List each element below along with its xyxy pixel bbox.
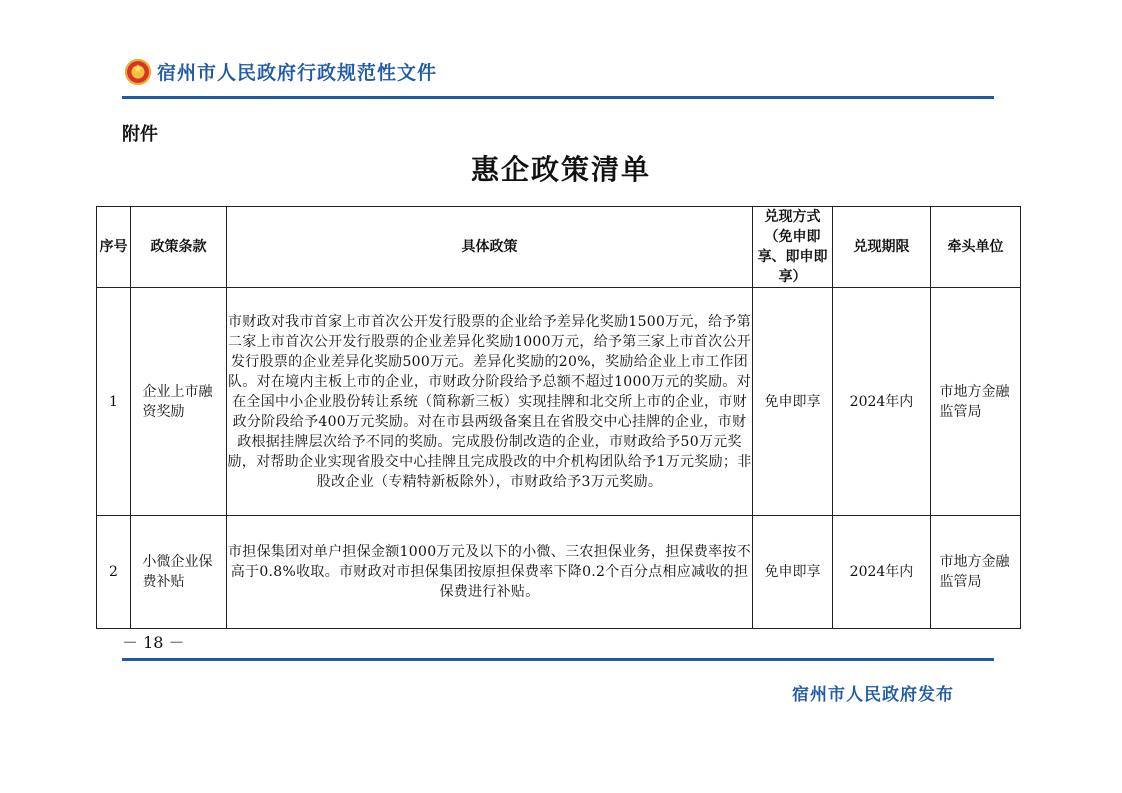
cell-lead bbox=[931, 516, 1021, 629]
lead-text: 市地方金融监管局 bbox=[939, 383, 1010, 420]
cell-no: 1 bbox=[97, 288, 131, 516]
cell-method: 免申即享 bbox=[753, 516, 833, 629]
header-detail: 具体政策 bbox=[227, 207, 753, 288]
policy-table bbox=[96, 206, 1021, 629]
header-no: 序号 bbox=[97, 207, 131, 288]
national-emblem-icon bbox=[125, 59, 151, 85]
header-period: 兑现期限 bbox=[833, 207, 931, 288]
document-header bbox=[125, 58, 437, 85]
footer-publisher: 宿州市人民政府发布 bbox=[792, 685, 954, 705]
cell-method: 免申即享 bbox=[753, 288, 833, 516]
header-divider bbox=[122, 96, 994, 99]
footer-divider bbox=[122, 658, 994, 661]
cell-period: 2024年内 bbox=[833, 516, 931, 629]
cell-period: 2024年内 bbox=[833, 288, 931, 516]
cell-lead bbox=[931, 288, 1021, 516]
header-clause: 政策条款 bbox=[131, 207, 227, 288]
table-row bbox=[97, 288, 1021, 516]
header-method: 兑现方式（免申即享、即申即享） bbox=[753, 207, 833, 288]
clause-text: 企业上市融资奖励 bbox=[142, 383, 213, 420]
header-title: 宿州市人民政府行政规范性文件 bbox=[157, 62, 438, 84]
attachment-label: 附件 bbox=[122, 124, 158, 145]
lead-text: 市地方金融监管局 bbox=[939, 554, 1010, 590]
cell-clause bbox=[131, 516, 227, 629]
cell-clause bbox=[131, 288, 227, 516]
cell-detail: 市担保集团对单户担保金额1000万元及以下的小微、三农担保业务，担保费率按不高于0.8%收取。市财政对市担保集团按原担保费率下降0.2个百分点相应减收的担保费进行补贴。 bbox=[227, 516, 753, 629]
cell-no: 2 bbox=[97, 516, 131, 629]
table-row bbox=[97, 516, 1021, 629]
document-title: 惠企政策清单 bbox=[470, 153, 651, 186]
table-header-row bbox=[97, 207, 1021, 288]
page-number: － 18 － bbox=[122, 633, 185, 652]
clause-text: 小微企业保费补贴 bbox=[142, 554, 213, 590]
header-lead: 牵头单位 bbox=[931, 207, 1021, 288]
cell-detail: 市财政对我市首家上市首次公开发行股票的企业给予差异化奖励1500万元，给予第二家上市首次公开发行股票的企业差异化奖励1000万元，给予第三家上市首次公开发行股票的企业差异化奖励500万元。差异化奖励的20%，奖励给企业上市工作团队。对在境内主板上市的企业，市财政分阶段给予总额不超过1000万元的奖励。对在全国中小企业股份转让系统（简称新三板）实现挂牌和北交所上市的企业，市财政分阶段给予400万元奖励。对在市县两级备案且在省股交中心挂牌的企业，市财政根据挂牌层次给予不同的奖励。完成股份制改造的企业，市财政给予50万元奖励，对帮助企业实现省股交中心挂牌且完成股改的中介机构团队给予1万元奖励；非股改企业（专精特新板除外），市财政给予3万元奖励。 bbox=[227, 288, 753, 516]
